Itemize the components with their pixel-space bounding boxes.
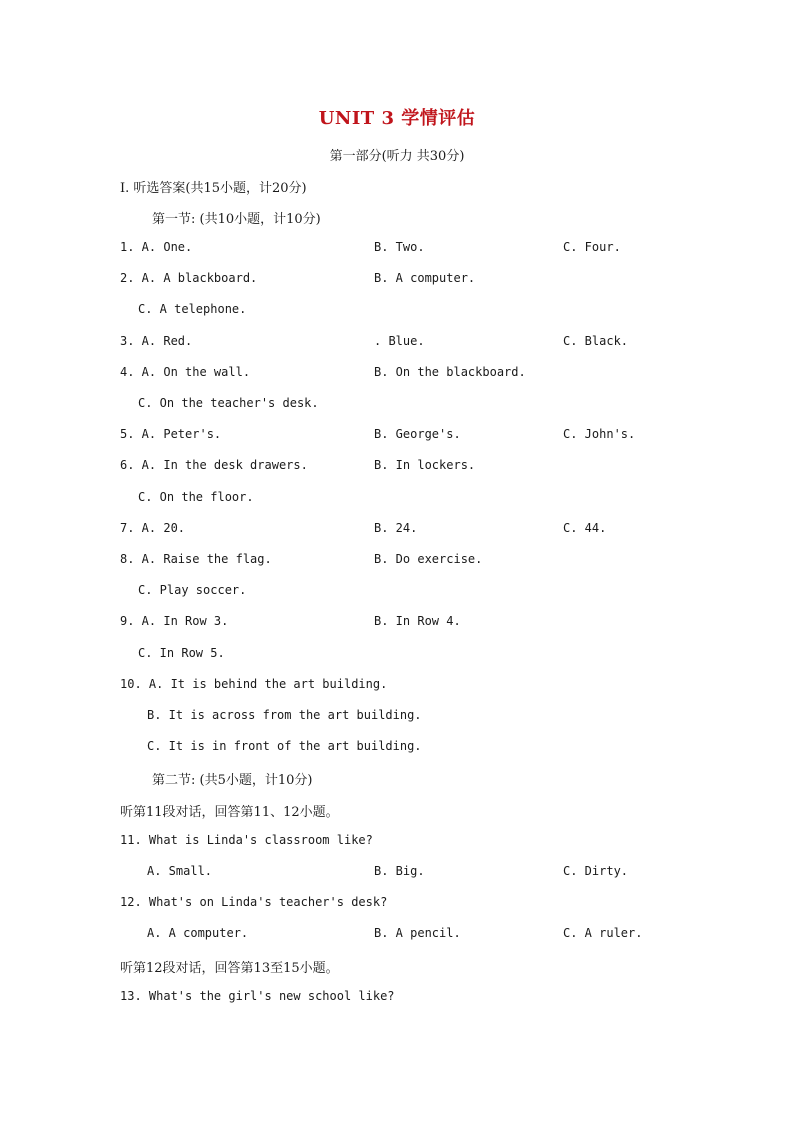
dialog-11-instruction: 听第11段对话，回答第11、12小题。 — [120, 805, 339, 820]
q3-option-c: C. Black. — [563, 334, 629, 348]
q8-option-a: 8. A. Raise the flag. — [120, 552, 272, 566]
q12-option-a: A. A computer. — [147, 926, 249, 940]
q7-option-a: 7. A. 20. — [120, 521, 186, 535]
q1-option-a: 1. A. One. — [120, 240, 193, 254]
q11-option-c: C. Dirty. — [563, 864, 629, 878]
q2-option-a: 2. A. A blackboard. — [120, 271, 258, 285]
q11-option-a: A. Small. — [147, 864, 213, 878]
q9-option-c: C. In Row 5. — [138, 646, 225, 660]
page-subtitle: 第一部分(听力 共30分) — [329, 149, 465, 164]
q11-option-b: B. Big. — [374, 864, 425, 878]
q5-option-a: 5. A. Peter's. — [120, 427, 222, 441]
part1-heading: 第一节: (共10小题，计10分) — [152, 212, 321, 227]
q6-option-b: B. In lockers. — [374, 458, 476, 472]
q8-option-c: C. Play soccer. — [138, 583, 247, 597]
q4-option-a: 4. A. On the wall. — [120, 365, 251, 379]
q1-option-b: B. Two. — [374, 240, 425, 254]
q13-stem: 13. What's the girl's new school like? — [120, 989, 395, 1003]
q2-option-c: C. A telephone. — [138, 302, 247, 316]
q10-option-c: C. It is in front of the art building. — [147, 739, 422, 753]
q3-option-a: 3. A. Red. — [120, 334, 193, 348]
q7-option-b: B. 24. — [374, 521, 418, 535]
q8-option-b: B. Do exercise. — [374, 552, 483, 566]
part2-heading: 第二节: (共5小题，计10分) — [152, 773, 313, 788]
dialog-12-instruction: 听第12段对话，回答第13至15小题。 — [120, 961, 339, 976]
q1-option-c: C. Four. — [563, 240, 621, 254]
q10-option-b: B. It is across from the art building. — [147, 708, 422, 722]
q9-option-b: B. In Row 4. — [374, 614, 461, 628]
q2-option-b: B. A computer. — [374, 271, 476, 285]
page-title: UNIT 3 学情评估 — [318, 108, 476, 129]
q4-option-c: C. On the teacher's desk. — [138, 396, 319, 410]
q9-option-a: 9. A. In Row 3. — [120, 614, 229, 628]
q4-option-b: B. On the blackboard. — [374, 365, 526, 379]
q7-option-c: C. 44. — [563, 521, 607, 535]
q12-stem: 12. What's on Linda's teacher's desk? — [120, 895, 388, 909]
q10-option-a: 10. A. It is behind the art building. — [120, 677, 388, 691]
q12-option-c: C. A ruler. — [563, 926, 643, 940]
q6-option-a: 6. A. In the desk drawers. — [120, 458, 308, 472]
q12-option-b: B. A pencil. — [374, 926, 461, 940]
q5-option-c: C. John's. — [563, 427, 636, 441]
section-heading: Ⅰ. 听选答案(共15小题，计20分) — [120, 181, 307, 196]
q11-stem: 11. What is Linda's classroom like? — [120, 833, 373, 847]
q5-option-b: B. George's. — [374, 427, 461, 441]
q3-option-b: . Blue. — [374, 334, 425, 348]
q6-option-c: C. On the floor. — [138, 490, 254, 504]
